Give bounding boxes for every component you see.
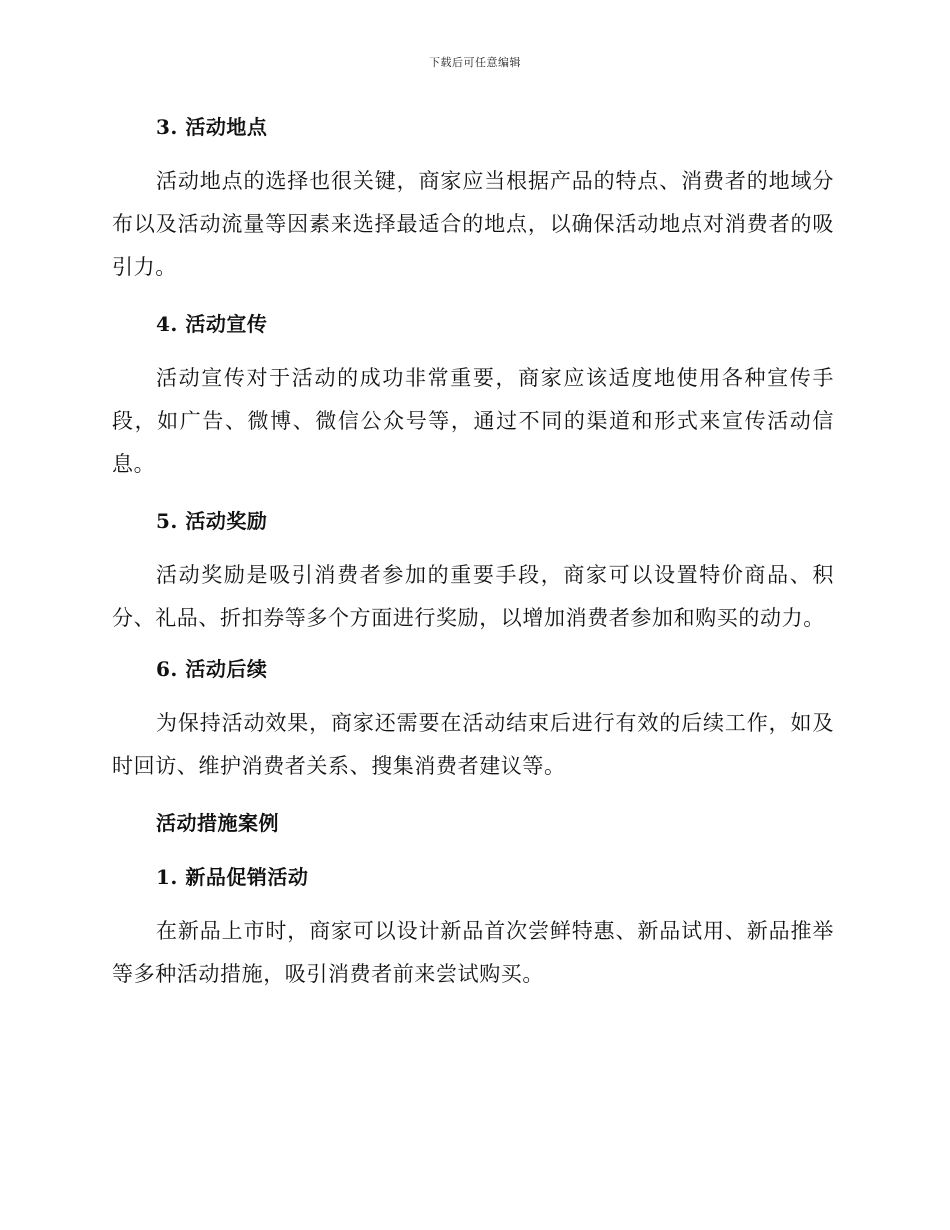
section-heading-location: 3. 活动地点: [156, 115, 268, 139]
section-paragraph-followup: 为保持活动效果，商家还需要在活动结束后进行有效的后续工作，如及时回访、维护消费者关系、搜集消费者建议等。: [112, 711, 834, 778]
section-heading-rewards: 5. 活动奖励: [156, 509, 268, 533]
section-heading-followup: 6. 活动后续: [156, 657, 268, 681]
section-paragraph-location: 活动地点的选择也很关键，商家应当根据产品的特点、消费者的地域分布以及活动流量等因素来选择最适合的地点，以确保活动地点对消费者的吸引力。: [112, 169, 834, 279]
section-heading-cases: 活动措施案例: [156, 811, 279, 835]
section-heading-promotion: 4. 活动宣传: [156, 312, 268, 336]
document-body: [112, 110, 834, 996]
section-paragraph-rewards: 活动奖励是吸引消费者参加的重要手段，商家可以设置特价商品、积分、礼品、折扣券等多个方面进行奖励，以增加消费者参加和购买的动力。: [112, 563, 834, 630]
section-heading-new-product: 1. 新品促销活动: [156, 865, 309, 889]
section-paragraph-promotion: 活动宣传对于活动的成功非常重要，商家应该适度地使用各种宣传手段，如广告、微博、微信公众号等，通过不同的渠道和形式来宣传活动信息。: [112, 366, 834, 476]
section-paragraph-new-product: 在新品上市时，商家可以设计新品首次尝鲜特惠、新品试用、新品推举等多种活动措施，吸引消费者前来尝试购买。: [112, 919, 834, 986]
header-note: 下载后可任意编辑: [429, 56, 521, 69]
